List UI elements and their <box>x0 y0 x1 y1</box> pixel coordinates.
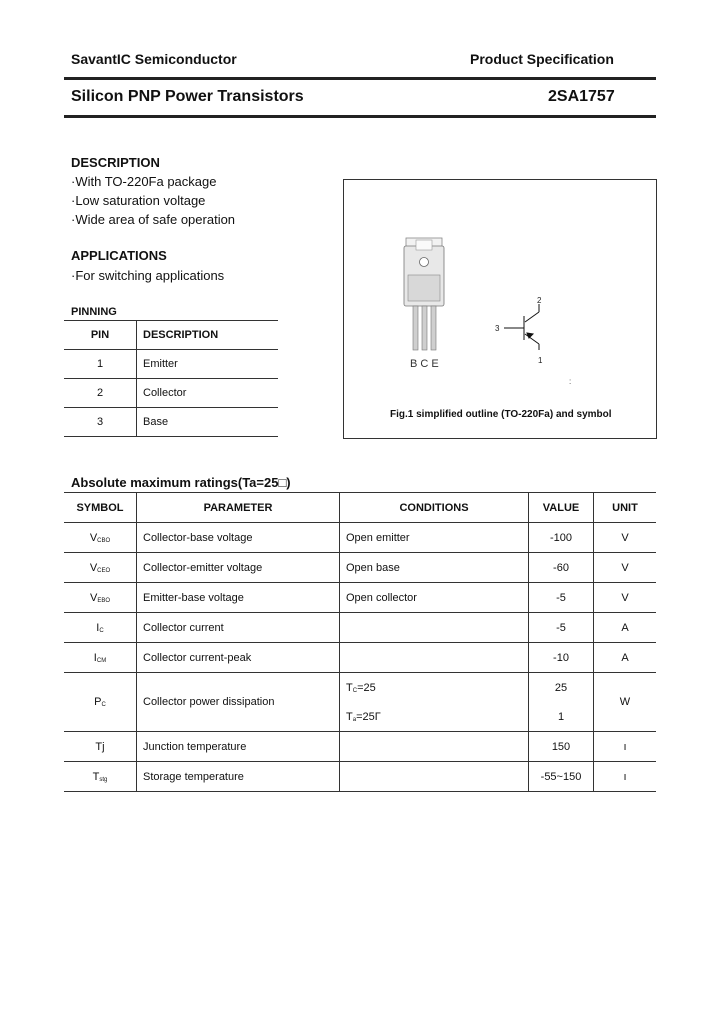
ratings-header-row <box>64 493 656 523</box>
unit-cell: V <box>594 523 657 553</box>
table-row <box>64 673 656 732</box>
pin-description: Collector <box>137 379 279 408</box>
table-row <box>64 613 656 643</box>
product-line: Silicon PNP Power Transistors <box>71 88 304 105</box>
value-ambient: 1 <box>557 710 565 723</box>
symbol-cell: VEBO <box>64 583 137 613</box>
table-row <box>64 408 278 437</box>
parameter-cell: Collector-emitter voltage <box>137 553 340 583</box>
symbol-cell: IC <box>64 613 137 643</box>
symbol-cell: ICM <box>64 643 137 673</box>
parameter-cell: Emitter-base voltage <box>137 583 340 613</box>
conditions-cell: Open emitter <box>340 523 529 553</box>
company-name: SavantIC Semiconductor <box>71 51 237 67</box>
pinning-header-row <box>64 321 278 350</box>
conditions-cell: Open collector <box>340 583 529 613</box>
condition-case-temp: TC=25 <box>346 681 376 694</box>
unit-cell: V <box>594 583 657 613</box>
unit-cell: V <box>594 553 657 583</box>
symbol-cell: Tstg <box>64 762 137 792</box>
conditions-cell <box>340 762 529 792</box>
symbol-cell: VCEO <box>64 553 137 583</box>
pin-number: 2 <box>64 379 137 408</box>
symbol-cell: Tj <box>64 732 137 762</box>
conditions-cell <box>340 643 529 673</box>
table-row <box>64 762 656 792</box>
description-item: ·Wide area of safe operation <box>71 212 236 227</box>
pinning-heading: PINNING <box>71 306 117 318</box>
table-row <box>64 523 656 553</box>
value-cell: -5 <box>529 583 594 613</box>
base-pin-label: 3 <box>495 324 500 333</box>
part-number: 2SA1757 <box>548 88 615 105</box>
header-rule-bottom <box>64 115 656 118</box>
value-cell: -55~150 <box>529 762 594 792</box>
pinning-table <box>64 320 278 437</box>
symbol-cell: PC <box>64 673 137 732</box>
package-pin-labels: B C E <box>410 358 439 370</box>
package-icon <box>404 238 444 350</box>
outline-figure <box>343 179 657 439</box>
collector-pin-label: 2 <box>537 296 542 305</box>
parameter-col-header: PARAMETER <box>137 493 340 523</box>
condition-ambient-temp: Ta=25Γ <box>346 710 381 723</box>
value-col-header: VALUE <box>529 493 594 523</box>
value-cell: -100 <box>529 523 594 553</box>
value-cell: -60 <box>529 553 594 583</box>
parameter-cell: Storage temperature <box>137 762 340 792</box>
table-row <box>64 732 656 762</box>
symbol-col-header: SYMBOL <box>64 493 137 523</box>
unit-col-header: UNIT <box>594 493 657 523</box>
table-row <box>64 350 278 379</box>
emitter-pin-label: 1 <box>538 356 543 365</box>
figure-caption: Fig.1 simplified outline (TO-220Fa) and symbol <box>390 409 612 420</box>
value-cell: 150 <box>529 732 594 762</box>
pin-description: Base <box>137 408 279 437</box>
parameter-cell: Collector current <box>137 613 340 643</box>
value-cell <box>529 673 594 732</box>
applications-item: ·For switching applications <box>71 268 225 283</box>
conditions-cell: Open base <box>340 553 529 583</box>
parameter-cell: Collector current-peak <box>137 643 340 673</box>
value-cell: -5 <box>529 613 594 643</box>
conditions-cell <box>340 673 529 732</box>
applications-heading: APPLICATIONS <box>71 248 167 263</box>
table-row <box>64 583 656 613</box>
conditions-cell <box>340 732 529 762</box>
table-row <box>64 643 656 673</box>
conditions-col-header: CONDITIONS <box>340 493 529 523</box>
unit-cell: A <box>594 643 657 673</box>
description-item: ·Low saturation voltage <box>71 193 206 208</box>
pin-col-header: PIN <box>64 321 137 350</box>
symbol-cell: VCBO <box>64 523 137 553</box>
pin-number: 3 <box>64 408 137 437</box>
value-case: 25 <box>554 681 568 694</box>
parameter-cell: Collector power dissipation <box>137 673 340 732</box>
pin-description: Emitter <box>137 350 279 379</box>
unit-cell: A <box>594 613 657 643</box>
pnp-transistor-symbol-icon <box>504 304 539 350</box>
table-row <box>64 379 278 408</box>
pin-number: 1 <box>64 350 137 379</box>
description-item: ·With TO-220Fa package <box>71 174 217 189</box>
unit-cell: W <box>594 673 657 732</box>
figure-drawing <box>344 180 656 438</box>
header-rule-top <box>64 77 656 80</box>
desc-col-header: DESCRIPTION <box>137 321 279 350</box>
ratings-table <box>64 492 656 792</box>
unit-cell: ı <box>594 762 657 792</box>
conditions-cell <box>340 613 529 643</box>
unit-cell: ı <box>594 732 657 762</box>
doc-type: Product Specification <box>470 51 614 67</box>
parameter-cell: Collector-base voltage <box>137 523 340 553</box>
description-heading: DESCRIPTION <box>71 155 160 170</box>
figure-dot: : <box>569 377 572 386</box>
table-row <box>64 553 656 583</box>
parameter-cell: Junction temperature <box>137 732 340 762</box>
ratings-heading: Absolute maximum ratings(Ta=25□) <box>71 475 291 490</box>
value-cell: -10 <box>529 643 594 673</box>
